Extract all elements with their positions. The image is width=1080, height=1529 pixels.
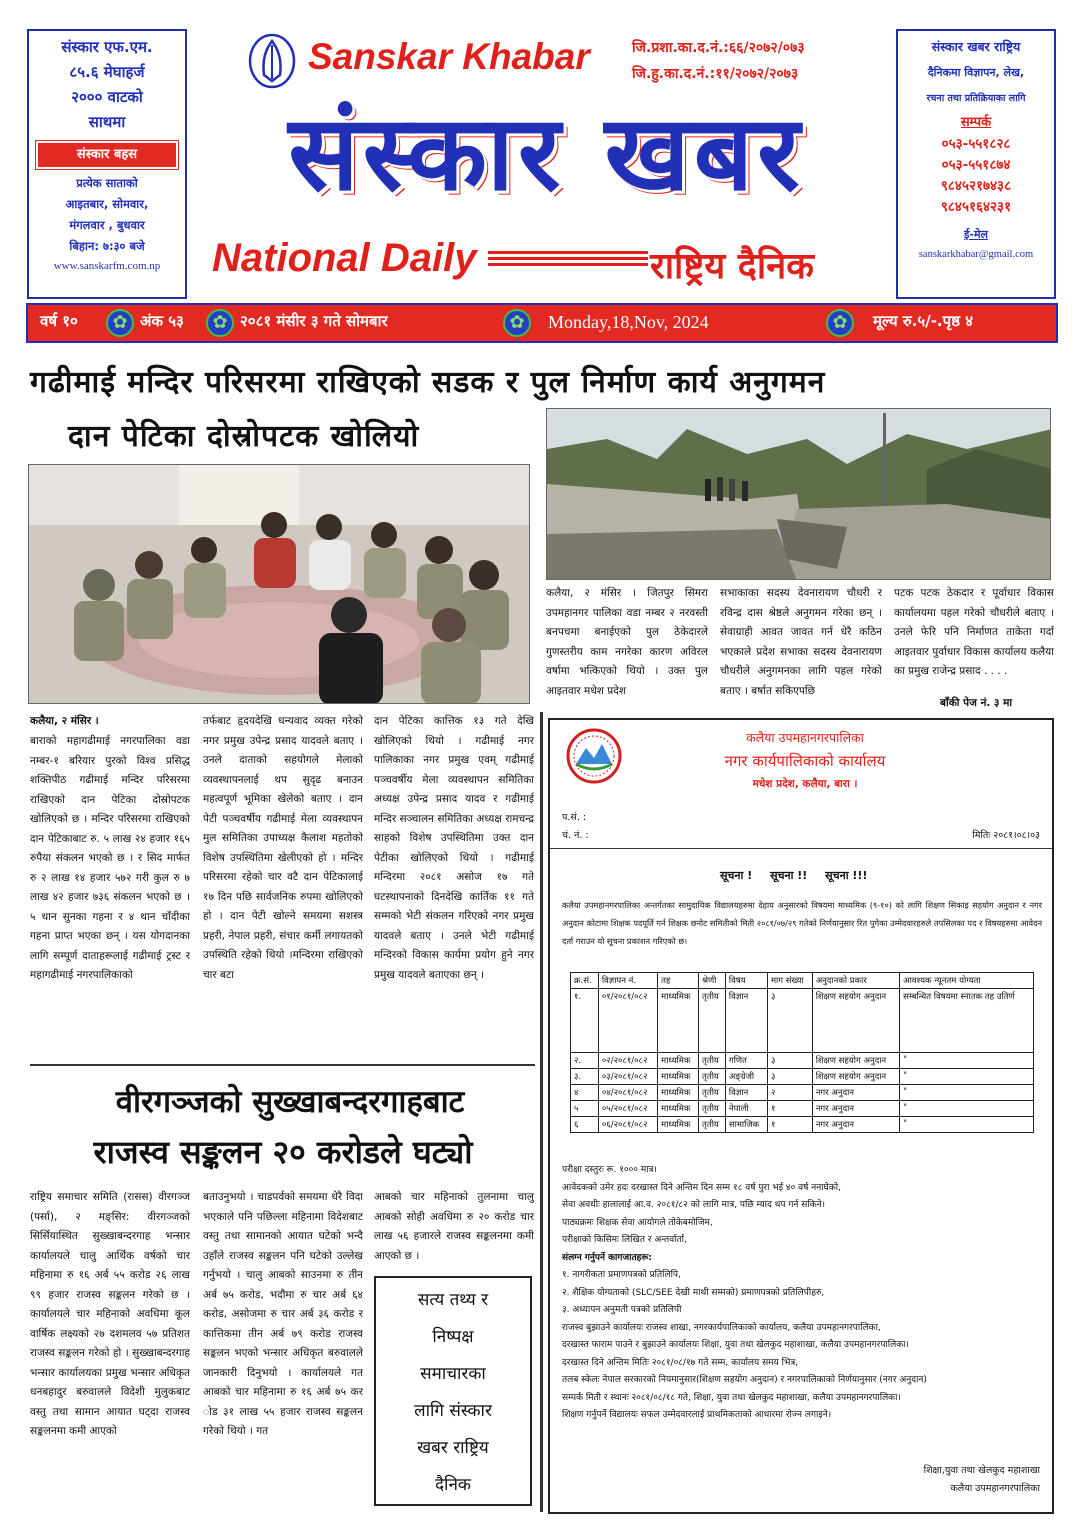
table-header-cell: विज्ञापन नं. bbox=[598, 973, 657, 989]
table-row bbox=[571, 1101, 1034, 1117]
slogan-line-1: सत्य तथ्य र bbox=[417, 1290, 489, 1310]
notice-detail-line: ३. अध्यापन अनुमती पत्रको प्रतिलिपी bbox=[562, 1305, 682, 1315]
notice-detail-line: संलग्न गर्नुपर्ने कागजातहरू: bbox=[562, 1252, 652, 1263]
table-row bbox=[571, 1085, 1034, 1101]
road-bridge-col-2: सभाकाका सदस्य देवनारायण चौधरी र रविन्द्र दास श्रेष्ठले अनुगमन गरेका छन् । सेवाग्राही आवत जावत गर्न धेरै कठिन भएकाले प्रदेश सभाका सदस्य देवनारायण चौधरीले अनुगमनका लागि पहल गरेको बताए । बर्षात सकिएपछि bbox=[720, 587, 882, 697]
table-cell: माध्यमिक bbox=[658, 1085, 699, 1101]
road-bridge-headline-part-1: गढीमाई मन्दिर परिसरमा राखिएको bbox=[30, 365, 421, 400]
table-header-cell: विषय bbox=[725, 973, 767, 989]
table-cell: ४ bbox=[571, 1085, 599, 1101]
table-cell: तृतीय bbox=[699, 989, 726, 1053]
table-cell: ३ bbox=[767, 1069, 812, 1085]
table-cell: सम्बन्धित विषयमा स्नातक तह उतिर्ण bbox=[900, 989, 1034, 1053]
table-cell: ०६/२०८१/०८२ bbox=[598, 1117, 657, 1133]
issue-ribbon bbox=[26, 303, 1058, 343]
column-rule bbox=[540, 712, 543, 1512]
table-cell: नगर अनुदान bbox=[812, 1117, 899, 1133]
tagline-stripes bbox=[488, 251, 648, 269]
notice-intro: कलैया उपमहानगरपालिका अन्तर्गतका सामुदायिक विद्यालयहरुमा देहाय अनुसारको विषयमा माध्यमिक (९-१०) को लागि शिक्षण सिकाइ सहयोग अनुदान र नगर अनुदान कोटामा शिक्षक पदपूर्ति गर्न शिक्षक छनोट समितीको मिती २०८१/०७/२९ गतेको निर्णयानुसार रित पुगेका उम्मेदवारहरुले तपसिलका पद र विषयहरुमा आवेदन दर्ता गराउन यो सूचना प्रकाशन गरिएको छ। bbox=[562, 900, 1042, 946]
slogan-line-5: खबर राष्ट्रिय bbox=[417, 1438, 489, 1458]
brand-nepali: संस्कार खबर bbox=[288, 92, 804, 214]
table-cell: तृतीय bbox=[699, 1085, 726, 1101]
table-cell: तृतीय bbox=[699, 1117, 726, 1133]
table-cell: ०२/२०८१/०८२ bbox=[598, 1053, 657, 1069]
bridge-photo bbox=[546, 408, 1051, 580]
table-cell: माध्यमिक bbox=[658, 1117, 699, 1133]
birgunj-headline-1: वीरगञ्जको सुख्खाबन्दरगाहबाट bbox=[115, 1084, 465, 1120]
schedule-line-4: बिहान: ७:३० बजे bbox=[69, 239, 145, 253]
issue-year: वर्ष १० bbox=[40, 312, 78, 330]
table-cell: " bbox=[900, 1053, 1034, 1069]
table-cell: " bbox=[900, 1117, 1034, 1133]
table-cell: ०५/२०८१/०८२ bbox=[598, 1101, 657, 1117]
notice-detail-line: आवेदकको उमेर हदः दरखास्त दिने अन्तिम दिन सम्म १८ वर्ष पुरा भई ४० वर्ष ननाघेको, bbox=[562, 1182, 841, 1193]
nepal-emblem-icon bbox=[566, 728, 622, 784]
table-cell: शिक्षण सहयोग अनुदान bbox=[812, 989, 899, 1053]
table-cell: ०१/२०८१/०८२ bbox=[598, 989, 657, 1053]
table-header-cell: अनुदानको प्रकार bbox=[812, 973, 899, 989]
rosette-icon: ✿ bbox=[503, 309, 531, 337]
website-link[interactable]: www.sanskarfm.com.np bbox=[53, 260, 161, 272]
donation-headline: दान पेटिका दोस्रोपटक खोलियो bbox=[68, 419, 420, 454]
radio-line-2: ८५.६ मेघाहर्ज bbox=[69, 63, 145, 81]
tagline-nepali: राष्ट्रिय दैनिक bbox=[650, 246, 814, 287]
issue-date-english: Monday,18,Nov, 2024 bbox=[548, 312, 709, 332]
notice-detail-line: परीक्षाको किसिमः लिखित र अन्तर्वार्ता, bbox=[562, 1235, 687, 1245]
table-cell: विज्ञान bbox=[725, 989, 767, 1053]
slogan-line-3: समाचारका bbox=[420, 1364, 486, 1384]
table-cell: माध्यमिक bbox=[658, 1069, 699, 1085]
contact-box bbox=[896, 29, 1056, 299]
notice-detail-line: १. नागरीकता प्रमाणपत्रको प्रतिलिपि, bbox=[562, 1270, 681, 1280]
table-cell: १ bbox=[767, 1117, 812, 1133]
notice-detail-line: दरखास्त फाराम पाउने र बुझाउने कार्यालयः शिक्षा, युवा तथा खेलकुद महाशाखा, कलैया उपमहानगरपालिका। bbox=[562, 1340, 909, 1350]
notice-details bbox=[562, 1162, 1046, 1425]
contact-label: सम्पर्क bbox=[960, 115, 992, 130]
table-cell: नगर अनुदान bbox=[812, 1101, 899, 1117]
contact-line-2: दैनिकमा विज्ञापन, लेख, bbox=[927, 66, 1025, 79]
notice-title bbox=[720, 868, 1020, 883]
notice-signature-1: शिक्षा,युवा तथा खेलकुद महाशाखा bbox=[923, 1465, 1040, 1476]
table-cell: १ bbox=[767, 1101, 812, 1117]
notice-divider bbox=[550, 848, 1052, 849]
table-cell: " bbox=[900, 1069, 1034, 1085]
section-divider bbox=[30, 1064, 535, 1066]
table-header-cell: क्र.सं. bbox=[571, 973, 599, 989]
table-cell: ३ bbox=[767, 1053, 812, 1069]
vacancy-table-wrap bbox=[570, 972, 1034, 1133]
notice-detail-line: शिक्षण गर्नुपर्ने विद्यालयः सफल उम्मेदवारलाई प्राथमिकताको आधारमा रोज्न लगाइने। bbox=[562, 1410, 832, 1420]
table-cell: तृतीय bbox=[699, 1101, 726, 1117]
table-header-cell: आवश्यक न्यूनतम योग्यता bbox=[900, 973, 1034, 989]
table-cell: ०४/२०८१/०८२ bbox=[598, 1085, 657, 1101]
brand-english: Sanskar Khabar bbox=[308, 36, 590, 77]
rosette-icon: ✿ bbox=[826, 309, 854, 337]
donation-col-1: बाराको महागढीमाई नगरपालिका वडा नम्बर-१ बरियार पुरको विश्व प्रसिद्ध शक्तिपीठ गढीमाई मन्दिर परिसरमा राखिएको दान पेटिका दोस्रोपटक खोलिएको छ । मन्दिर परिसरमा राखिएको दान पेटिकाबाट रु. ५ लाख २४ हजार १६५ रुपैया संकलन भएको छ । र सिद मार्फत रु २ लाख १४ हजार ५७२ गरी कुल रु ७ लाख ४२ हजार ७३६ संकलन भएको छ । ५ थान सुनका गहना र ४ थान चाँदीका गहना प्राप्त भएका छन् । यस योगदानका लागि सम्पूर्ण दाताहरूलाई गढीमाई ट्रस्ट र महागढीमाई नगरपालिकाको bbox=[30, 735, 190, 981]
email-label: ई-मेल bbox=[963, 228, 988, 241]
notice-detail-line: सम्पर्क मिती र स्थानः २०८१/०८/१८ गते, शिक्षा, युवा तथा खेलकुद महाशाखा, कलैया उपमहानगरपालिका। bbox=[562, 1392, 901, 1403]
table-row bbox=[571, 989, 1034, 1053]
birgunj-col-1: राष्ट्रिय समाचार समिति (रासस) वीरगञ्ज (पर्सा), २ मङ्सिर: वीरगञ्जको सिर्सियास्थित सुख्खाबन्दरगाह भन्सार कार्यालयले चालु आर्थिक वर्षको चार महिनामा रु १६ अर्ब ५५ करोड २६ लाख ९९ हजार राजस्व सङ्कलन गरेको छ । कार्यालयले चार महिनाको अवधिमा कूल वार्षिक लक्ष्यको २७ दशमलव ५७ प्रतिशत राजस्व सङ्कलन गरेको हो । सुख्खाबन्दरगाह भन्सार कार्यालयका प्रमुख भन्सार अधिकृत धनबहादुर बरुवालले विदेशी मुलुकबाट वस्तु तथा सामान आयात घट्दा राजस्व सङ्कलनमा कमी आएको bbox=[30, 1191, 190, 1437]
notice-signature-2: कलैया उपमहानगरपालिका bbox=[950, 1483, 1040, 1494]
vacancy-table bbox=[570, 972, 1034, 1133]
slogan-box bbox=[374, 1276, 532, 1506]
office-line-3: मधेश प्रदेश, कलैया, बारा । bbox=[752, 778, 858, 790]
office-line-2: नगर कार्यपालिकाको कार्यालय bbox=[724, 752, 886, 770]
table-cell: सामाजिक bbox=[725, 1117, 767, 1133]
radio-info-box bbox=[27, 29, 187, 299]
table-cell: शिक्षण सहयोग अनुदान bbox=[812, 1069, 899, 1085]
issue-number: अंक ५३ bbox=[140, 312, 184, 330]
rosette-icon: ✿ bbox=[206, 309, 234, 337]
table-row bbox=[571, 1069, 1034, 1085]
issue-price-pages: मूल्य रु.५/-.पृष्ठ ४ bbox=[873, 312, 973, 330]
table-cell: माध्यमिक bbox=[658, 1053, 699, 1069]
radio-line-3: २००० वाटको bbox=[71, 88, 143, 106]
contact-line-1: संस्कार खबर राष्ट्रिय bbox=[931, 39, 1021, 54]
schedule-line-2: आइतबार, सोमवार, bbox=[65, 197, 149, 211]
ps-label: प.सं. : bbox=[562, 812, 587, 823]
table-cell: माध्यमिक bbox=[658, 1101, 699, 1117]
notice-detail-line: दरखास्त दिने अन्तिम मितिः २०८१/०८/१७ गते सम्म, कार्यालय समय भित्र, bbox=[562, 1357, 799, 1368]
table-row bbox=[571, 1053, 1034, 1069]
notice-date: मितिः २०८१।०८।०३ bbox=[972, 830, 1040, 841]
program-badge: संस्कार बहस bbox=[36, 141, 178, 169]
donation-dateline: कलैया, २ मंसिर । bbox=[30, 715, 99, 727]
chn-label: चं. नं. : bbox=[562, 830, 589, 841]
notice-detail-line: सेवा अवधीः हालालाई आ.व. २०८१/८२ को लागि मात्र, पछि म्याद थप गर्न सकिने। bbox=[562, 1200, 826, 1210]
phone-1: ०५३-५५१८२८ bbox=[941, 136, 1011, 152]
issue-date-nepali: २०८१ मंसीर ३ गते सोमबार bbox=[240, 312, 388, 330]
table-cell: ५ bbox=[571, 1101, 599, 1117]
notice-detail-line: तलब स्केलः नेपाल सरकारको नियमानुसार(शिक्षण सहयोग अनुदान) र नगरपालिकाको निर्णयानुसार (नगर अनुदान) bbox=[562, 1375, 927, 1385]
table-cell: ३ bbox=[767, 989, 812, 1053]
tagline-english: National Daily bbox=[212, 236, 477, 280]
email-address[interactable]: sanskarkhabar@gmail.com bbox=[918, 249, 1034, 260]
table-cell: माध्यमिक bbox=[658, 989, 699, 1053]
table-cell: तृतीय bbox=[699, 1053, 726, 1069]
municipal-notice bbox=[548, 718, 1054, 1514]
rosette-icon: ✿ bbox=[106, 309, 134, 337]
table-cell: विज्ञान bbox=[725, 1085, 767, 1101]
table-header-cell: तह bbox=[658, 973, 699, 989]
phone-3: ९८४५२१७४३८ bbox=[940, 178, 1012, 194]
notice-title-2: सूचना !! bbox=[770, 869, 808, 882]
table-header-cell: माग संख्या bbox=[767, 973, 812, 989]
table-cell: ०३/२०८१/०८२ bbox=[598, 1069, 657, 1085]
notice-detail-line: पाठ्यक्रमः शिक्षक सेवा आयोगले तोकेबमोजिम, bbox=[562, 1217, 713, 1228]
table-cell: ३. bbox=[571, 1069, 599, 1085]
table-cell: नेपाली bbox=[725, 1101, 767, 1117]
contact-line-3: रचना तथा प्रतिक्रियाका लागि bbox=[926, 93, 1026, 104]
registration-2: जि.हु.का.द.नं.:११/२०७२/२०७३ bbox=[632, 66, 799, 82]
birgunj-col-3: आबको चार महिनाको तुलनामा चालु आबको सोही अवधिमा रु २० करोड चार लाख ५६ हजारले राजस्व सङ्कलनमा कमी आएको छ । bbox=[374, 1191, 534, 1262]
donation-counting-photo bbox=[28, 464, 530, 704]
table-cell: नगर अनुदान bbox=[812, 1085, 899, 1101]
road-bridge-headline-part-2: सडक र पुल निर्माण कार्य अनुगमन bbox=[432, 365, 826, 400]
table-cell: ६ bbox=[571, 1117, 599, 1133]
donation-col-2: तर्फबाट हृदयदेखि धन्यवाद व्यक्त गरेको नगर प्रमुख उपेन्द्र प्रसाद यादवले बताए । उनले दाताको सहयोगले मेलाको व्यवस्थापनलाई थप सुदृढ बनाउन महत्वपूर्ण भूमिका खेलेको बताए । दान पेटी पञ्चवर्षीय गढीमाई मेला व्यवस्थापन मुल समितिका उपाध्यक्ष कैलाश महतोको विशेष उपस्थितिमा खेलीएको हो । मन्दिर परिसरमा रहेको चार वटै दान पेटिकालाई १७ दिन पछि सार्वजनिक रुपमा खोलिएको हो । दान पेटी खोल्ने समयमा सशस्त्र प्रहरी, नेपाल प्रहरी, संचार कर्मी लगायतको उपस्थिति रहेको थियो ।मन्दिरमा राखिएको चार बटा bbox=[203, 715, 363, 981]
notice-detail-line: राजस्व बुझाउने कार्यालयः राजस्व शाखा, नगरकार्यपालिकाको कार्यालय, कलैया उपमहानगरपालिका, bbox=[562, 1322, 881, 1333]
notice-title-1: सूचना ! bbox=[720, 869, 753, 882]
table-cell: गणित bbox=[725, 1053, 767, 1069]
donation-col-3: दान पेटिका कात्तिक १३ गते देखि खोलिएको थियो । गढीमाई नगर पालिकाका नगर प्रमुख एवम् गढीमाई पञ्चवर्षीय मेला व्यवस्थापन समितिका अध्यक्ष उपेन्द्र प्रसाद यादव र गढीमाई मन्दिर सञ्चालन समितिका अध्यक्ष रामचन्द्र साहको विशेष उपस्थितिमा उक्त दान पेटीका खोलिएको थियो । गढीमाई मन्दिरमा २०८१ असोज १७ गते घटस्थापनाको दिनदेखि कार्तिक ११ गते सम्मको भेटी संकलन गरिएको नगर प्रमुख यादवले बताए । उनले भेटी गढीमाई मन्दिरको विकास कार्यमा प्रयोग हुने नगर प्रमुख यादवले बताएका छन् । bbox=[374, 715, 534, 981]
registration-1: जि.प्रशा.का.द.नं.:६६/२०७२/०७३ bbox=[632, 40, 805, 56]
schedule-line-1: प्रत्येक साताको bbox=[76, 176, 138, 190]
birgunj-col-2: बताउनुभयो । चाडपर्वको समयमा धेरै विदा भएकाले पनि पछिल्ला महिनामा विदेशबाट वस्तु तथा सामानको आयात घटेको भन्दै उहाँले राजस्व सङ्कलन पनि घटेको उल्लेख गर्नुभयो । चालु आबको साउनमा रु तीन अर्ब ७५ करोड, भदौमा रु चार अर्ब ६४ करोड, असोजमा रु चार अर्ब ३६ करोड र कात्तिकमा तीन अर्ब ७९ करोड राजस्व सङ्कलन भएको भन्सार अधिकृत बरुवालले जानकारी दिनुभयो । कार्यालयले गत आबको चार महिनामा रु १६ अर्ब ७५ कर ोड ३१ लाख ५५ हजार राजस्व सङ्कलन गरेको थियो । गत bbox=[203, 1191, 363, 1437]
table-cell: " bbox=[900, 1101, 1034, 1117]
phone-2: ०५३-५५१८७४ bbox=[941, 157, 1011, 173]
continued-page-note: बाँकी पेज नं. ३ मा bbox=[940, 697, 1013, 709]
table-cell: २. bbox=[571, 1053, 599, 1069]
table-cell: १. bbox=[571, 989, 599, 1053]
table-cell: २ bbox=[767, 1085, 812, 1101]
road-bridge-col-3: पटक पटक ठेकदार र पूर्वाधार विकास कार्यालयमा पहल गरेको चौधरीले बताए । उनले फेरि पनि निर्माणत ताकेता गर्दा आइतवार पुर्वाधार विकास कार्यालय कलैया का प्रमुख राजेन्द्र प्रसाद . . . . bbox=[894, 587, 1054, 677]
road-bridge-col-1: कलैया, २ मंसिर । जितपुर सिमरा उपमहानगर पालिका वडा नम्बर २ नरवस्ती बनपचमा बनाईएको पुल ठेकेदारले गुणस्तरीय काम नगरेका कारण अविरल वर्षामा भत्किएको थियो । उक्त पुल आइतवार मधेश प्रदेश bbox=[546, 587, 708, 697]
table-cell: तृतीय bbox=[699, 1069, 726, 1085]
road-bridge-headline bbox=[30, 360, 1055, 401]
radio-line-1: संस्कार एफ.एम. bbox=[61, 38, 153, 56]
notice-title-3: सूचना !!! bbox=[825, 869, 868, 882]
table-cell: " bbox=[900, 1085, 1034, 1101]
table-row bbox=[571, 1117, 1034, 1133]
office-line-1: कलैया उपमहानगरपालिका bbox=[746, 730, 864, 745]
slogan-line-2: निष्पक्ष bbox=[432, 1327, 474, 1347]
notice-detail-line: परीक्षा दस्तुरः रू. १००० मात्र। bbox=[562, 1165, 657, 1175]
radio-line-4: साथमा bbox=[88, 113, 126, 131]
schedule-line-3: मंगलवार , बुधवार bbox=[69, 218, 145, 232]
slogan-line-4: लागि संस्कार bbox=[414, 1401, 492, 1421]
notice-detail-line: २. शैक्षिक योग्यताको (SLC/SEE देखी माथी सम्मको) प्रमाणपत्रको प्रतिलिपीहरु, bbox=[562, 1287, 825, 1298]
table-header-cell: श्रेणी bbox=[699, 973, 726, 989]
phone-4: ९८४५१६४२३१ bbox=[940, 199, 1012, 215]
slogan-line-6: दैनिक bbox=[435, 1475, 471, 1495]
table-cell: अङ्ग्रेजी bbox=[725, 1069, 767, 1085]
table-cell: शिक्षण सहयोग अनुदान bbox=[812, 1053, 899, 1069]
birgunj-headline-2: राजस्व सङ्कलन २० करोडले घट्यो bbox=[93, 1133, 473, 1171]
